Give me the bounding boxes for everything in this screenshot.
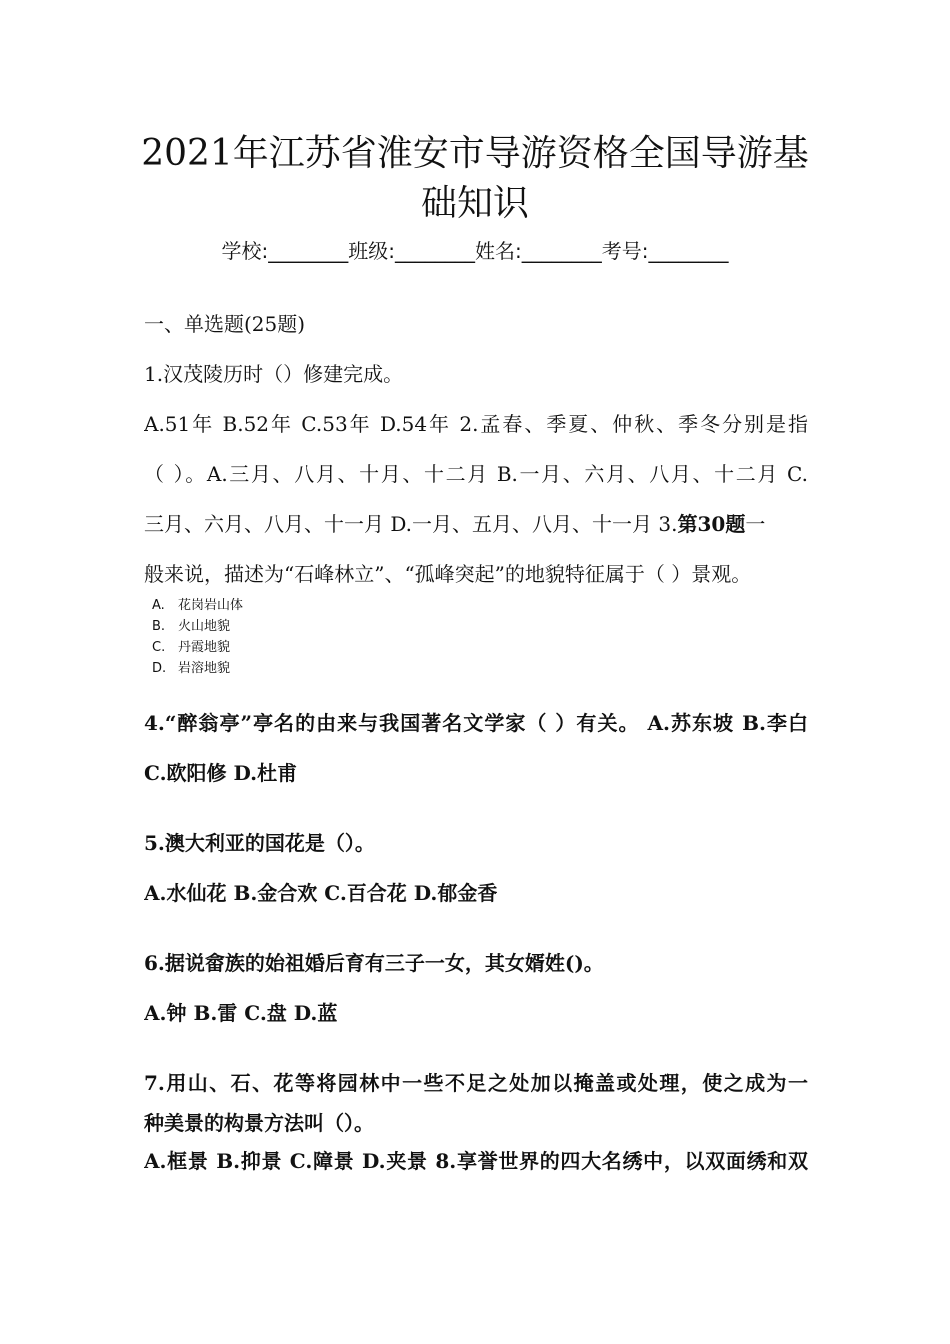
question-1: 1.汉茂陵历时（）修建完成。 xyxy=(144,362,404,386)
option-key: C. xyxy=(152,640,166,655)
question-5-options: A.水仙花 B.金合欢 C.百合花 D.郁金香 xyxy=(144,881,498,905)
question-2-options-line-1: （ ）。A.三月、八月、十月、十二月 B.一月、六月、八月、十二月 C. xyxy=(144,462,808,486)
question-3-option-c xyxy=(152,639,230,657)
section-heading: 一、单选题(25题) xyxy=(144,312,306,336)
question-3-option-d xyxy=(152,660,230,678)
question-5: 5.澳大利亚的国花是（）。 xyxy=(144,831,375,855)
option-text: 丹霞地貌 xyxy=(178,640,231,655)
document-title-line-2: 础知识 xyxy=(420,183,529,224)
question-7-options-question-8: A.框景 B.抑景 C.障景 D.夹景 8.享誉世界的四大名绣中，以双面绣和双 xyxy=(144,1149,808,1173)
student-info-line: 学校:________班级:________姓名:________考号:________ xyxy=(221,239,729,263)
option-text: 花岗岩山体 xyxy=(178,598,244,613)
question-7-line-1: 7.用山、石、花等将园林中一些不足之处加以掩盖或处理，使之成为一 xyxy=(144,1071,808,1095)
question-2-options-line-2 xyxy=(144,509,808,539)
option-key: D. xyxy=(152,661,167,676)
question-3-number: 第30题 xyxy=(677,512,746,536)
question-7-line-2: 种美景的构景方法叫（）。 xyxy=(144,1111,374,1135)
question-3-option-b xyxy=(152,618,230,636)
option-key: A. xyxy=(152,598,165,613)
question-6-options: A.钟 B.雷 C.盘 D.蓝 xyxy=(144,1001,338,1025)
option-text: 火山地貌 xyxy=(178,619,231,634)
option-key: B. xyxy=(152,619,166,634)
question-4: 4.“醉翁亭”亭名的由来与我国著名文学家（ ）有关。 A.苏东坡 B.李白 xyxy=(144,711,808,735)
question-4-options: C.欧阳修 D.杜甫 xyxy=(144,761,298,785)
option-text: 岩溶地貌 xyxy=(178,661,231,676)
question-3-option-a xyxy=(152,597,243,615)
question-6: 6.据说畲族的始祖婚后育有三子一女，其女婿姓()。 xyxy=(144,951,604,975)
question-2-options-text: 三月、六月、八月、十一月 D.一月、五月、八月、十一月 3. xyxy=(144,512,678,536)
question-3-stem: 般来说，描述为“石峰林立”、“孤峰突起”的地貌特征属于（ ）景观。 xyxy=(144,562,752,586)
question-1-options-question-2: A.51年 B.52年 C.53年 D.54年 2.孟春、季夏、仲秋、季冬分别是指 xyxy=(144,412,808,436)
document-title-line-1: 2021年江苏省淮安市导游资格全国导游基 xyxy=(141,133,809,174)
question-3-start: 一 xyxy=(745,512,766,536)
